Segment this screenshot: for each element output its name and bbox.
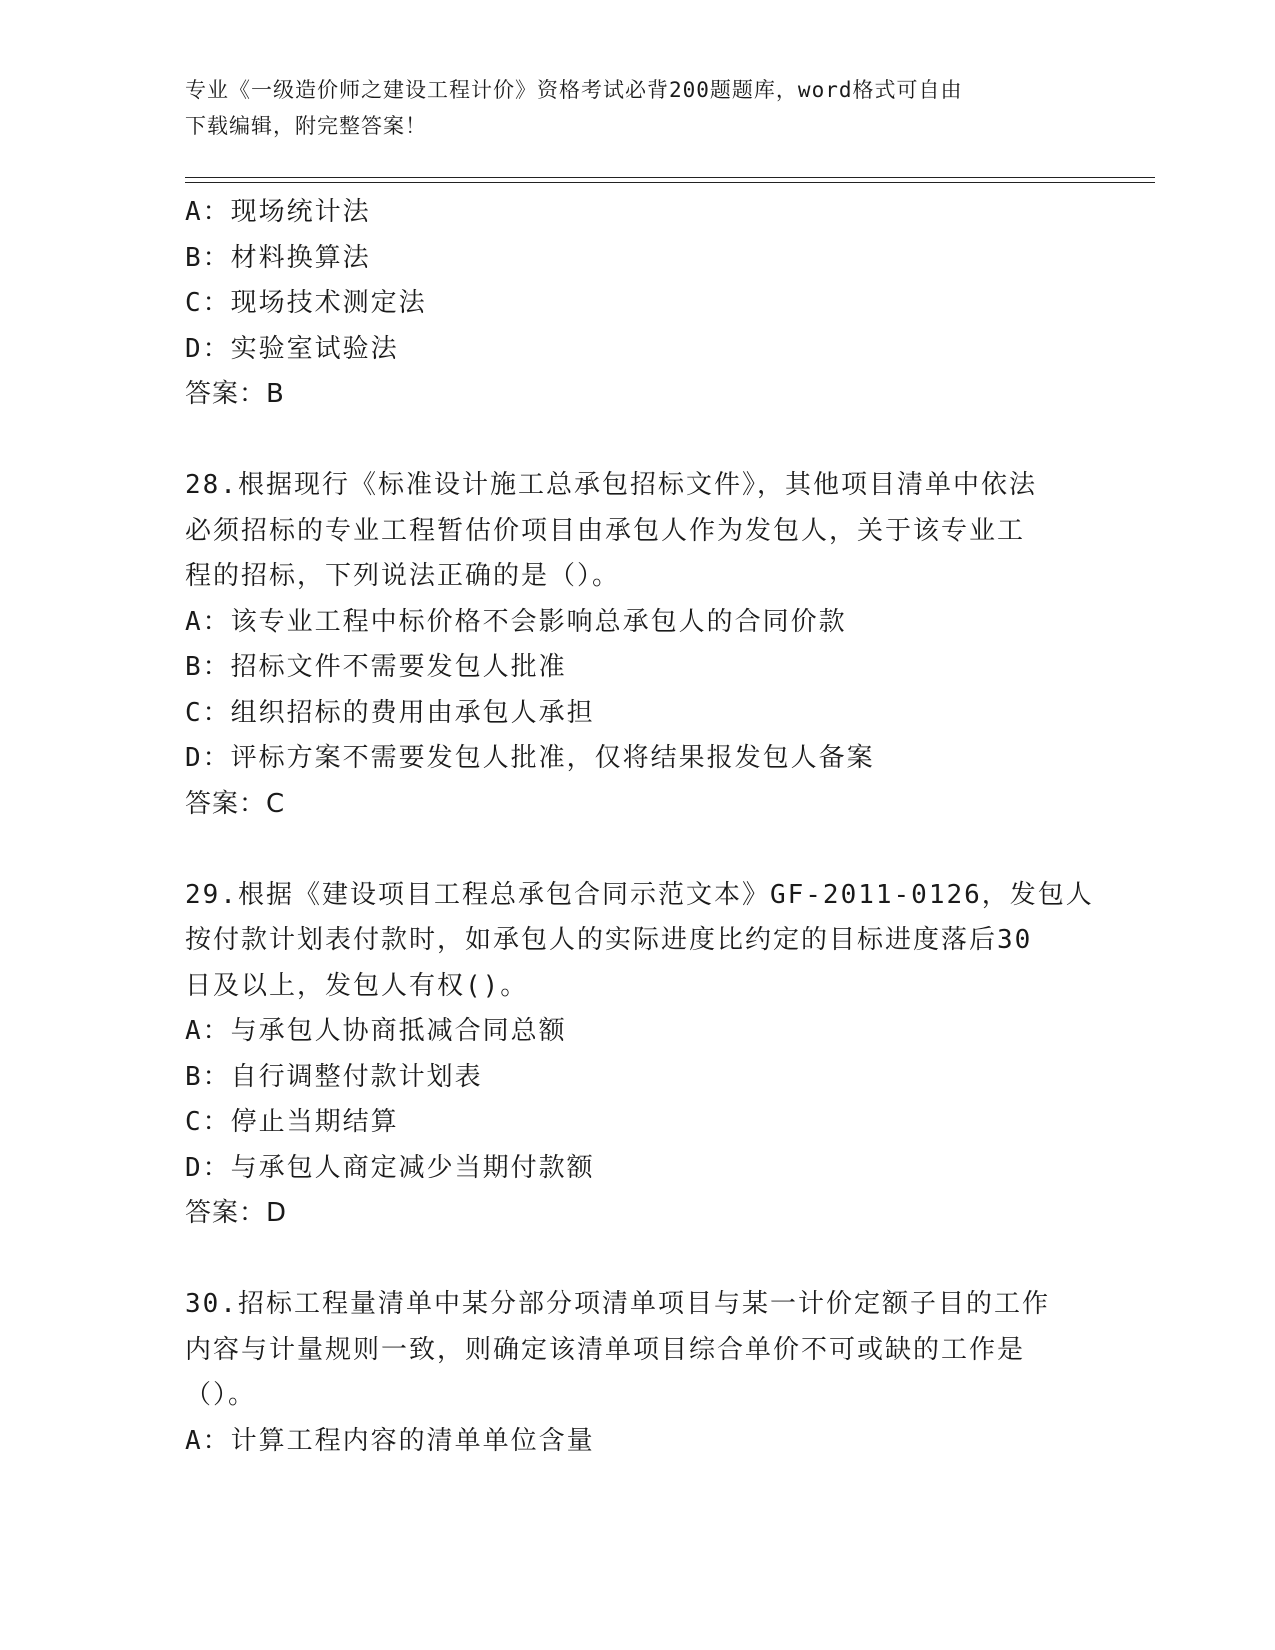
spacer: [185, 827, 1085, 873]
question-29: [185, 873, 1094, 1237]
option-d: D：与承包人商定减少当期付款额: [185, 1152, 595, 1183]
option-a: A：计算工程内容的清单单位含量: [185, 1425, 595, 1456]
question-stem-line: 程的招标，下列说法正确的是（）。: [185, 561, 621, 591]
question-stem-line: 日及以上，发包人有权()。: [185, 970, 529, 1001]
header-line-1: 专业《一级造价师之建设工程计价》资格考试必背200题题库，word格式可自由: [185, 78, 963, 102]
header-rule-top: [185, 177, 1155, 178]
spacer: [185, 1237, 1085, 1283]
question-30: [185, 1282, 1085, 1464]
option-d: D：实验室试验法: [185, 333, 399, 364]
option-b: B：自行调整付款计划表: [185, 1061, 483, 1092]
option-b: B：招标文件不需要发包人批准: [185, 652, 567, 682]
question-stem-line: 必须招标的专业工程暂估价项目由承包人作为发包人，关于该专业工: [185, 515, 1026, 546]
option-a: A：现场统计法: [185, 197, 371, 227]
question-stem-line: 28.根据现行《标准设计施工总承包招标文件》，其他项目清单中依法: [185, 470, 1037, 500]
option-c: C：组织招标的费用由承包人承担: [185, 697, 595, 728]
document-header: [185, 72, 1085, 144]
option-c: C：停止当期结算: [185, 1107, 399, 1137]
header-line-2: 下载编辑，附完整答案！: [185, 114, 427, 138]
question-28: [185, 463, 1085, 827]
option-b: B：材料换算法: [185, 242, 371, 273]
answer-28: 答案：C: [185, 788, 286, 819]
question-list: [185, 190, 1094, 1464]
option-a: A：与承包人协商抵减合同总额: [185, 1016, 567, 1046]
header-rule-bottom: [185, 182, 1155, 183]
spacer: [185, 418, 1085, 464]
question-stem-line: 按付款计划表付款时，如承包人的实际进度比约定的目标进度落后30: [185, 925, 1033, 955]
option-c: C：现场技术测定法: [185, 288, 427, 318]
question-stem-line: （）。: [185, 1380, 257, 1410]
question-stem-line: 29.根据《建设项目工程总承包合同示范文本》GF-2011-0126，发包人: [185, 879, 1094, 910]
question-stem-line: 30.招标工程量清单中某分部分项清单项目与某一计价定额子目的工作: [185, 1289, 1050, 1319]
question-27: [185, 190, 1085, 418]
option-d: D：评标方案不需要发包人批准，仅将结果报发包人备案: [185, 743, 875, 773]
answer-29: 答案：D: [185, 1198, 288, 1228]
option-a: A：该专业工程中标价格不会影响总承包人的合同价款: [185, 606, 847, 637]
answer-27: 答案：B: [185, 379, 285, 409]
question-stem-line: 内容与计量规则一致，则确定该清单项目综合单价不可或缺的工作是: [185, 1334, 1026, 1365]
